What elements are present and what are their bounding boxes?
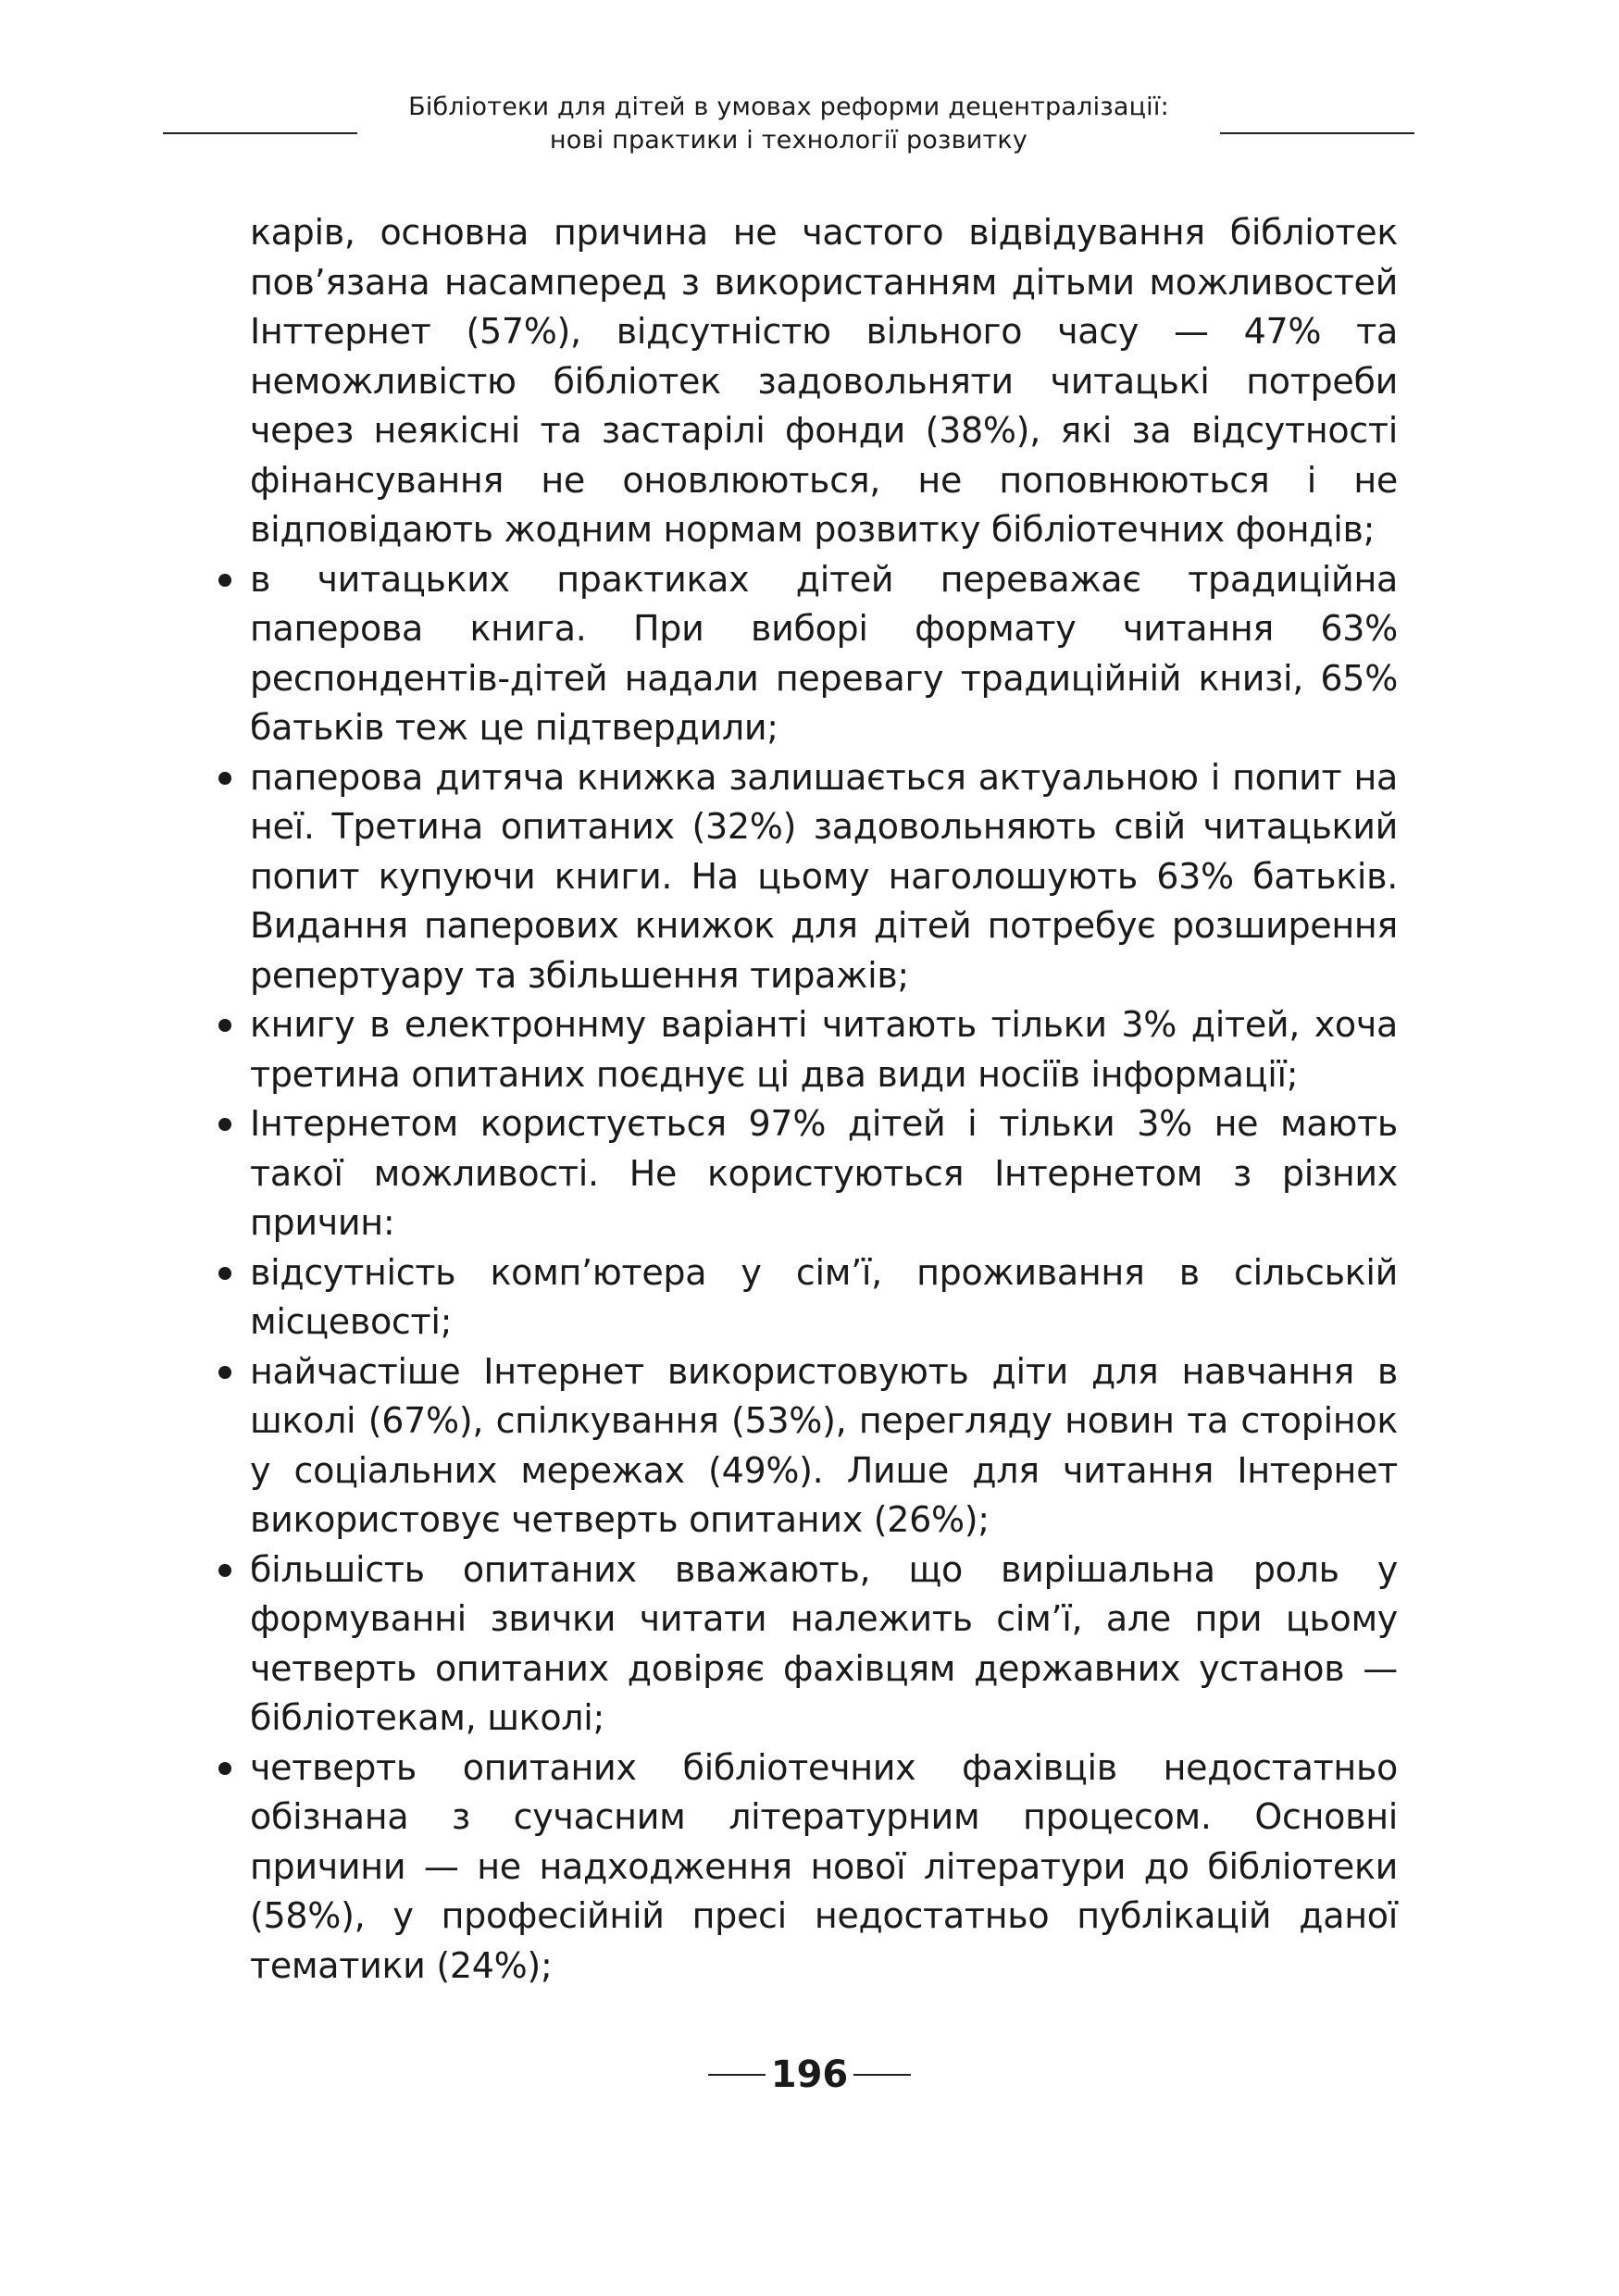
intro-paragraph: карів, основна причина не частого відвідування бібліотек пов’язана насамперед з використанням дітьми можливостей Інттернет (57%), відсутністю вільного часу — 47% та неможливістю бібліотек задовольняти читацькі потреби через неякісні та застарілі фонди (38%), які за відсутності фінансування не оновлюються, не поповнюються і не відповідають жодним нормам розвитку бібліотечних фондів; bbox=[250, 212, 1398, 550]
bullet-icon bbox=[218, 574, 231, 587]
list-item bbox=[250, 1248, 1398, 1347]
page-number: 196 bbox=[770, 2054, 849, 2096]
header-title bbox=[367, 91, 1211, 157]
body-text bbox=[250, 208, 1398, 1991]
running-header bbox=[163, 85, 1414, 168]
list-item bbox=[250, 1099, 1398, 1248]
page-number-rule-right bbox=[853, 2074, 911, 2076]
list-item bbox=[250, 1347, 1398, 1545]
list-item-text: книгу в електроннму варіанті читають тільки 3% дітей, хоча третина опитаних поєднує ці два види носіїв інформації; bbox=[250, 1004, 1398, 1095]
bullet-icon bbox=[218, 1366, 231, 1379]
page-number-rule-left bbox=[708, 2074, 766, 2076]
list-item-text: більшість опитаних вважають, що вирішальна роль у формуванні звички читати належить сім’ї, але при цьому четверть опитаних довіряє фахівцям державних установ — бібліотекам, школі; bbox=[250, 1548, 1398, 1738]
bullet-icon bbox=[218, 1564, 231, 1577]
findings-list bbox=[250, 555, 1398, 1992]
header-rule-left bbox=[163, 132, 357, 134]
header-rule-right bbox=[1220, 132, 1414, 134]
list-item bbox=[250, 555, 1398, 753]
header-title-line-1: Бібліотеки для дітей в умовах реформи децентралізації: bbox=[408, 93, 1169, 121]
list-item-text: в читацьких практиках дітей переважає традиційна паперова книга. При виборі формату читання 63% респондентів-дітей надали перевагу традиційній книзі, 65% батьків теж це підтвердили; bbox=[250, 558, 1398, 748]
list-item bbox=[250, 753, 1398, 1001]
header-title-line-2: нові практики і технології розвитку bbox=[549, 126, 1028, 155]
page-number-group bbox=[708, 2053, 912, 2097]
bullet-icon bbox=[218, 1267, 231, 1280]
list-item-text: відсутність комп’ютера у сім’ї, проживання в сільській місцевості; bbox=[250, 1251, 1398, 1342]
bullet-icon bbox=[218, 1019, 231, 1032]
list-item bbox=[250, 1545, 1398, 1744]
bullet-icon bbox=[218, 1118, 231, 1131]
list-item-text: паперова дитяча книжка залишається актуальною і попит на неї. Третина опитаних (32%) задовольняють свій читацький попит купуючи книги. На цьому наголошують 63% батьків. Видання паперових книжок для дітей потребує розширення репертуару та збільшення тиражів; bbox=[250, 756, 1398, 996]
bullet-icon bbox=[218, 772, 231, 785]
page-footer bbox=[0, 2053, 1619, 2097]
bullet-icon bbox=[218, 1762, 231, 1775]
list-item-text: четверть опитаних бібліотечних фахівців недостатньо обізнана з сучасним літературним процесом. Основні причини — не надходження нової літератури до бібліотеки (58%), у професійній пресі недостатньо публікацій даної тематики (24%); bbox=[250, 1746, 1398, 1986]
list-item-text: Інтернетом користується 97% дітей і тільки 3% не мають такої можливості. Не користуються Інтернетом з різних причин: bbox=[250, 1103, 1398, 1243]
list-item bbox=[250, 1744, 1398, 1992]
list-item bbox=[250, 1000, 1398, 1099]
list-item-text: найчастіше Інтернет використовують діти для навчання в школі (67%), спілкування (53%), перегляду новин та сторінок у соціальних мережах (49%). Лише для читання Інтернет використовує четверть опитаних (26%); bbox=[250, 1350, 1398, 1540]
